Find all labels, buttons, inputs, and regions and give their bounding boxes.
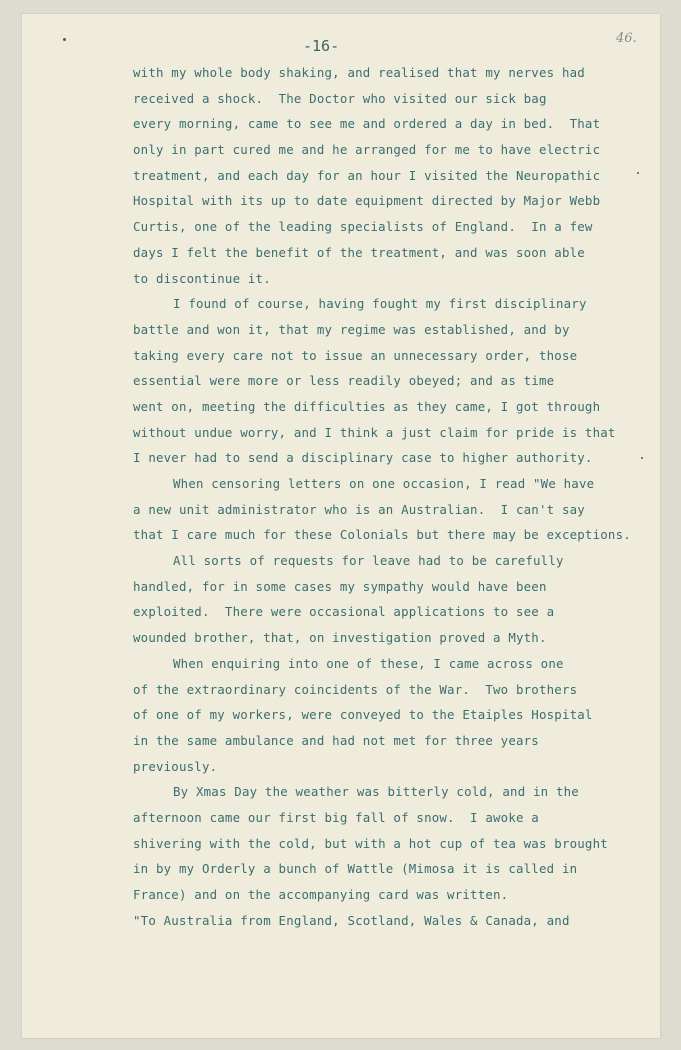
text-line: previously. bbox=[133, 758, 218, 774]
text-line: days I felt the benefit of the treatment, and was soon able bbox=[133, 244, 585, 260]
text-line: in by my Orderly a bunch of Wattle (Mimosa it is called in bbox=[133, 861, 578, 877]
text-line: that I care much for these Colonials but there may be exceptions. bbox=[133, 527, 631, 543]
text-line: with my whole body shaking, and realised that my nerves had bbox=[133, 65, 585, 80]
text-line: France) and on the accompanying card was written. bbox=[133, 887, 509, 902]
text-line: only in part cured me and he arranged for me to have electric bbox=[133, 142, 601, 158]
text-line: of the extraordinary coincidents of the War. Two brothers bbox=[133, 681, 578, 697]
text-line: went on, meeting the difficulties as they came, I got through bbox=[133, 398, 601, 414]
page-number: -16- bbox=[303, 37, 340, 55]
text-line: exploited. There were occasional applications to see a bbox=[133, 604, 555, 620]
text-line: By Xmas Day the weather was bitterly cold, and in the bbox=[173, 784, 579, 800]
text-line: of one of my workers, were conveyed to the Etaiples Hospital bbox=[133, 707, 593, 723]
text-line: to discontinue it. bbox=[133, 270, 271, 286]
typed-text bbox=[133, 60, 653, 933]
text-line: received a shock. The Doctor who visited our sick bag bbox=[133, 90, 547, 106]
text-line: wounded brother, that, on investigation proved a Myth. bbox=[133, 630, 547, 646]
text-line: Hospital with its up to date equipment directed by Major Webb bbox=[133, 193, 601, 209]
text-line: treatment, and each day for an hour I visited the Neuropathic bbox=[133, 167, 601, 183]
text-line: All sorts of requests for leave had to be carefully bbox=[173, 553, 564, 569]
ink-speck bbox=[63, 38, 66, 41]
text-line: every morning, came to see me and ordered a day in bed. That bbox=[133, 116, 601, 132]
text-line: I never had to send a disciplinary case to higher authority. bbox=[133, 450, 593, 466]
text-line: without undue worry, and I think a just claim for pride is that bbox=[133, 424, 616, 440]
text-line: When censoring letters on one occasion, I read "We have bbox=[173, 476, 595, 491]
text-line: taking every care not to issue an unnecessary order, those bbox=[133, 347, 578, 363]
text-line: When enquiring into one of these, I came across one bbox=[173, 655, 564, 671]
text-line: battle and won it, that my regime was established, and by bbox=[133, 321, 570, 337]
text-line: a new unit administrator who is an Australian. I can't say bbox=[133, 501, 585, 517]
text-line: afternoon came our first big fall of snow. I awoke a bbox=[133, 809, 539, 825]
text-line: in the same ambulance and had not met for three years bbox=[133, 732, 539, 748]
text-line: handled, for in some cases my sympathy would have been bbox=[133, 578, 547, 594]
text-line: I found of course, having fought my first disciplinary bbox=[173, 296, 587, 312]
text-line: Curtis, one of the leading specialists of England. In a few bbox=[133, 219, 593, 235]
archive-number: 46. bbox=[616, 31, 637, 46]
text-line: essential were more or less readily obeyed; and as time bbox=[133, 373, 555, 389]
text-line: shivering with the cold, but with a hot cup of tea was brought bbox=[133, 835, 608, 851]
text-line: "To Australia from England, Scotland, Wales & Canada, and bbox=[133, 912, 570, 928]
